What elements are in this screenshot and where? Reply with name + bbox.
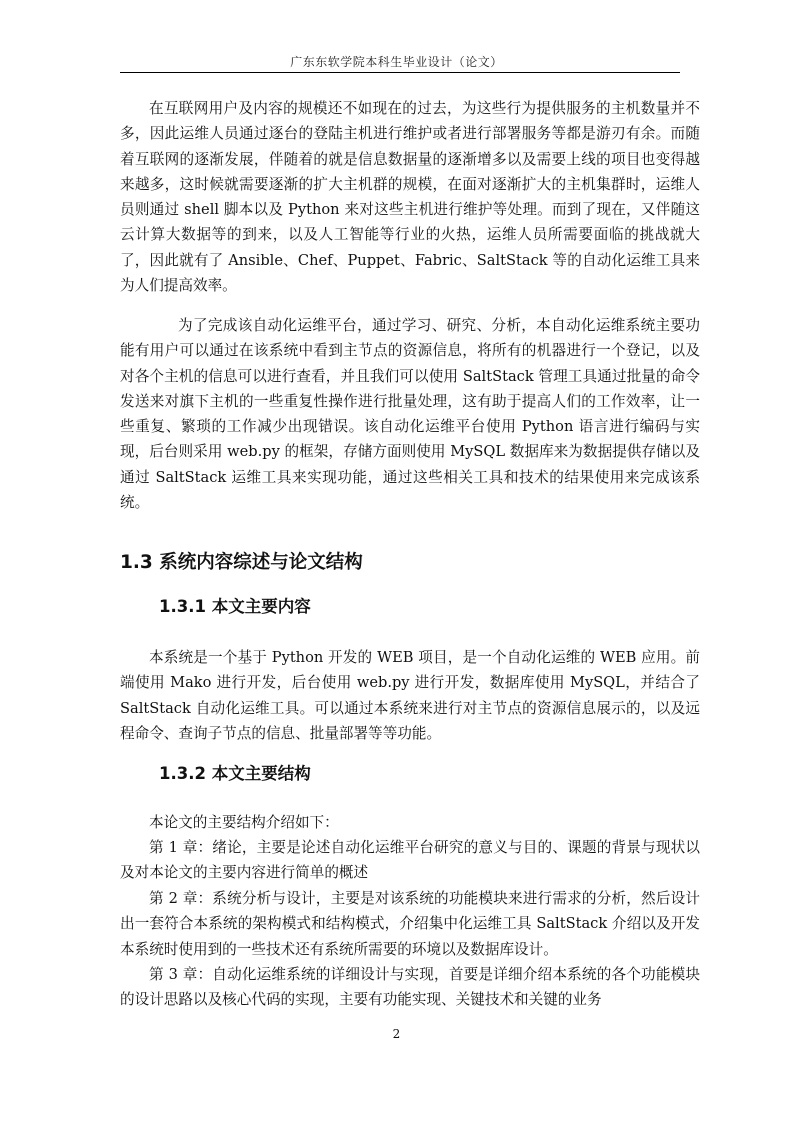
header-rule — [120, 72, 680, 73]
chapter-2-summary: 第 2 章：系统分析与设计，主要是对该系统的功能模块来进行需求的分析，然后设计出一套符合本系统的架构模式和结构模式，介绍集中化运维工具 SaltStack 介绍以及开发本系统时使用到的一些技术还有系统所需要的环境以及数据库设计。 — [120, 890, 700, 958]
body-paragraph-4: 本论文的主要结构介绍如下： — [149, 814, 339, 831]
running-header: 广东东软学院本科生毕业设计（论文） — [290, 55, 503, 69]
body-paragraph-2: 为了完成该自动化运维平台，通过学习、研究、分析，本自动化运维系统主要功能有用户可以通过在该系统中看到主节点的资源信息，将所有的机器进行一个登记，以及对各个主机的信息可以进行查看，并且我们可以使用 SaltStack 管理工具通过批量的命令发送来对旗下主机的一些重复性操作进行批量处理，这有助于提高人们的工作效率，让一些重复、繁琐的工作减少出现错误。该自动化运维平台使用 Python 语言进行编码与实现，后台则采用 web.py 的框架，存储方面则使用 MySQL 数据库来为数据提供存储以及通过 SaltStack 运维工具来实现功能，通过这些相关工具和技术的结果使用来完成该系统。 — [120, 317, 700, 512]
section-heading-1-3: 1.3 系统内容综述与论文结构 — [120, 552, 363, 573]
chapter-3-summary: 第 3 章：自动化运维系统的详细设计与实现，首要是详细介绍本系统的各个功能模块 的设计思路以及核心代码的实现，主要有功能实现、关键技术和关键的业务 — [120, 966, 700, 1009]
chapter-1-summary: 第 1 章：绪论，主要是论述自动化运维平台研究的意义与目的、课题的背景与现状以及对本论文的主要内容进行简单的概述 — [120, 839, 700, 882]
subsection-heading-1-3-2: 1.3.2 本文主要结构 — [159, 764, 311, 783]
body-paragraph-1: 在互联网用户及内容的规模还不如现在的过去，为这些行为提供服务的主机数量并不多，因此运维人员通过逐台的登陆主机进行维护或者进行部署服务等都是游刃有余。而随着互联网的逐渐发展，伴随着的就是信息数据量的逐渐增多以及需要上线的项目也变得越来越多，这时候就需要逐渐的扩大主机群的规模，在面对逐渐扩大的主机集群时，运维人员则通过 shell 脚本以及 Python 来对这些主机进行维护等处理。而到了现在，又伴随这云计算大数据等的到来，以及人工智能等行业的火热，运维人员所需要面临的挑战就大了，因此就有了 Ansible、Chef、Puppet、Fabric、SaltStack 等的自动化运维工具来为人们提高效率。 — [120, 100, 700, 295]
subsection-heading-1-3-1: 1.3.1 本文主要内容 — [159, 597, 311, 616]
body-paragraph-3: 本系统是一个基于 Python 开发的 WEB 项目，是一个自动化运维的 WEB 应用。前端使用 Mako 进行开发，后台使用 web.py 进行开发，数据库使用 MySQL，并结合了 SaltStack 自动化运维工具。可以通过本系统来进行对主节点的资源信息展示的，以及远程命令、查询子节点的信息、批量部署等等功能。 — [120, 649, 700, 742]
page-number: 2 — [392, 1027, 401, 1041]
